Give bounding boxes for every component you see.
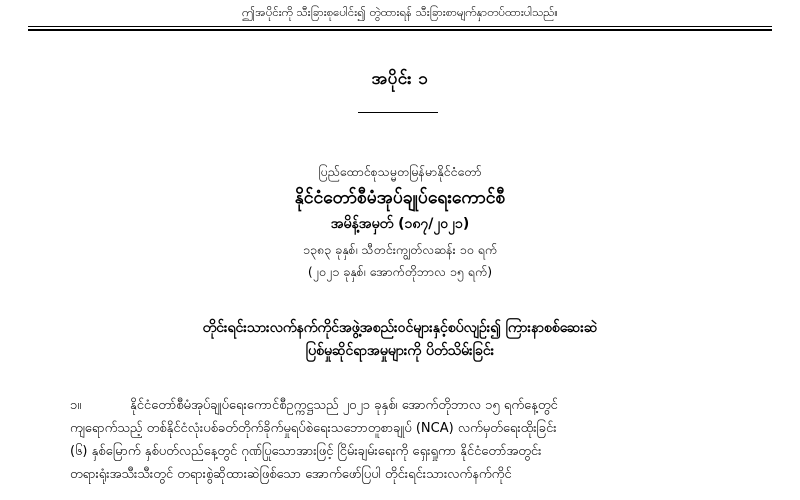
issuer-block (0, 163, 800, 281)
date-burmese: ၁၃၈၃ ခုနှစ်၊ သီတင်းကျွတ်လဆန်း ၁၀ ရက် (302, 242, 498, 258)
paragraph-number: ၁။ (70, 398, 82, 413)
section-title: အပိုင်း ၁ (371, 69, 429, 89)
order-number: အမိန့်အမှတ် (၁၈၇/၂၀၂၁) (330, 216, 470, 233)
paragraph-line: (၆) နှစ်မြောက် နှစ်ပတ်လည်နေ့တွင် ဂုဏ်ပြုသောအားဖြင့် ငြိမ်းချမ်းရေးကို ရှေးရှုကာ နိုင်ငံတော်အတွင်း (70, 444, 542, 460)
subject-block (0, 317, 800, 362)
paragraph-line: နိုင်ငံတော်စီမံအုပ်ချုပ်ရေးကောင်စီဥက္ကဋ္ဌသည် ၂၀၂၁ ခုနှစ်၊ အောက်တိုဘာလ ၁၅ ရက်နေ့တွင် (130, 398, 558, 413)
issuer-state: ပြည်ထောင်စုသမ္မတမြန်မာနိုင်ငံတော် (318, 164, 482, 179)
paragraph-line: ကျရောက်သည့် တစ်နိုင်ငံလုံးပစ်ခတ်တိုက်ခိုက်မှုရပ်စဲရေးသဘောတူစာချုပ် (NCA) လက်မှတ်ရေးထိုးခြင်း (70, 421, 557, 437)
subject-line-2: ပြစ်မှုဆိုင်ရာအမှုများကို ပိတ်သိမ်းခြင်း (305, 342, 495, 359)
issuer-council: နိုင်ငံတော်စီမံအုပ်ချုပ်ရေးကောင်စီ (294, 187, 506, 208)
paragraph-1 (70, 394, 730, 487)
header-note: ဤအပိုင်းကို သီးခြားစုပေါင်း၍ တွဲထားရန် သီးခြားစာမျက်နှာတပ်ထားပါသည်။ (241, 5, 559, 19)
subject-line-1: တိုင်းရင်းသားလက်နက်ကိုင်အဖွဲ့အစည်းဝင်များနှင့်စပ်လျဉ်း၍ ကြားနာစစ်ဆေးဆဲ (202, 320, 598, 336)
body-text (70, 394, 730, 487)
date-gregorian: (၂၀၂၁ ခုနှစ်၊ အောက်တိုဘာလ ၁၅ ရက်) (307, 263, 493, 279)
paragraph-body (70, 394, 730, 487)
header-divider-line-secondary (28, 29, 772, 31)
section-title-underline (358, 112, 438, 113)
header-divider-line (28, 26, 772, 27)
paragraph-line: တရားရုံးအသီးသီးတွင် တရားစွဲဆိုထားဆဲဖြစ်သော အောက်ဖော်ပြပါ တိုင်းရင်းသားလက်နက်ကိုင် (70, 467, 512, 483)
